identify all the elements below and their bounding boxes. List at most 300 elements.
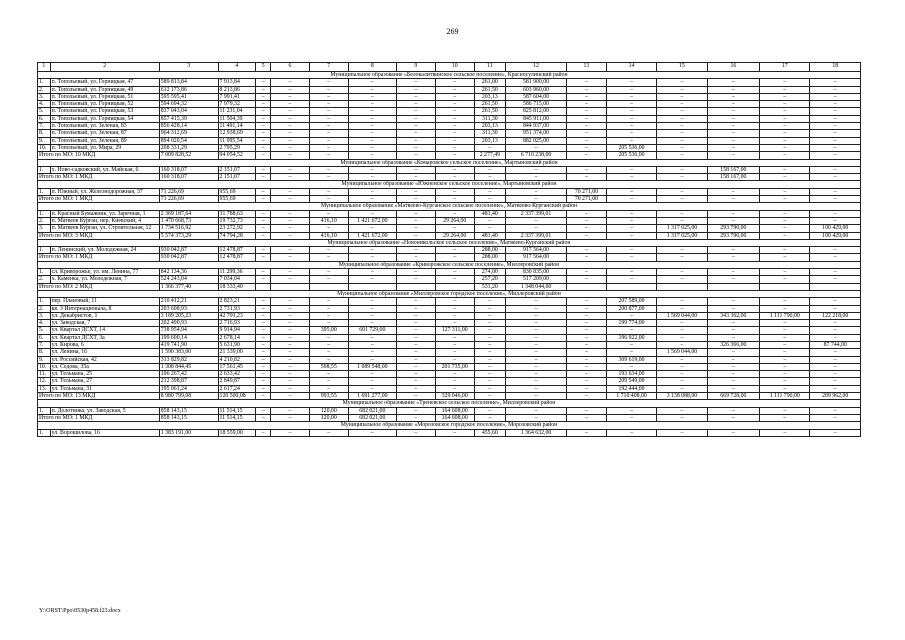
amount-cell: –: [760, 341, 810, 348]
amount-cell: 2 849,87: [218, 378, 256, 385]
building-row: [38, 276, 861, 283]
row-index: 3.: [38, 225, 51, 232]
amount-cell: –: [435, 225, 474, 232]
amount-cell: –: [435, 312, 474, 319]
amount-cell: 120,00: [309, 407, 348, 414]
total-amount: 2 151,07: [218, 174, 256, 181]
row-index: 4.: [38, 320, 51, 327]
amount-cell: –: [271, 407, 310, 414]
amount-cell: –: [435, 137, 474, 144]
row-index: 1.: [38, 210, 51, 217]
amount-cell: –: [474, 166, 505, 173]
total-amount: 288,00: [474, 254, 505, 261]
amount-cell: –: [506, 363, 567, 370]
amount-cell: –: [657, 356, 707, 363]
amount-cell: 261,50: [474, 101, 505, 108]
amount-cell: –: [566, 123, 606, 130]
total-amount: –: [707, 152, 759, 159]
amount-cell: 964 312,69: [159, 130, 218, 137]
amount-cell: –: [474, 305, 505, 312]
total-amount: 205 536,00: [606, 152, 656, 159]
total-amount: –: [474, 174, 505, 181]
total-amount: 1 348 044,00: [506, 283, 567, 290]
amount-cell: –: [760, 305, 810, 312]
amount-cell: 395,00: [309, 327, 348, 334]
row-index: 1.: [38, 166, 51, 173]
amount-cell: –: [256, 276, 271, 283]
amount-cell: –: [348, 101, 396, 108]
total-amount: –: [435, 196, 474, 203]
total-amount: 1 317 025,00: [657, 232, 707, 239]
amount-cell: –: [506, 385, 567, 392]
amount-cell: 210 412,21: [159, 298, 218, 305]
amount-cell: 42 791,23: [218, 312, 256, 319]
municipality-total-row: [38, 393, 861, 400]
building-address: п. Южный, ул. Железнодорожная, 37: [50, 188, 159, 195]
total-amount: –: [760, 254, 810, 261]
amount-cell: 313 829,82: [159, 356, 218, 363]
total-amount: –: [657, 174, 707, 181]
amount-cell: –: [309, 298, 348, 305]
amount-cell: –: [348, 298, 396, 305]
amount-cell: –: [474, 371, 505, 378]
amount-cell: –: [566, 137, 606, 144]
amount-cell: 517 209,00: [506, 276, 567, 283]
amount-cell: –: [566, 327, 606, 334]
amount-cell: –: [606, 327, 656, 334]
amount-cell: 2 716,93: [218, 320, 256, 327]
amount-cell: –: [657, 210, 707, 217]
amount-cell: 11 231,04: [218, 108, 256, 115]
amount-cell: –: [566, 144, 606, 151]
amount-cell: –: [396, 93, 435, 100]
amount-cell: –: [760, 188, 810, 195]
amount-cell: –: [271, 188, 310, 195]
building-address: п. Топольевый, ул. Горницкая, 49: [50, 86, 159, 93]
amount-cell: –: [271, 356, 310, 363]
amount-cell: –: [348, 378, 396, 385]
amount-cell: –: [566, 305, 606, 312]
amount-cell: –: [810, 276, 861, 283]
column-number: 2: [50, 63, 159, 72]
amount-cell: 127 311,00: [435, 327, 474, 334]
amount-cell: –: [435, 210, 474, 217]
amount-cell: –: [396, 276, 435, 283]
column-number-row: [38, 63, 861, 72]
amount-cell: 11 299,36: [218, 269, 256, 276]
amount-cell: –: [474, 225, 505, 232]
total-amount: –: [606, 232, 656, 239]
amount-cell: –: [474, 320, 505, 327]
amount-cell: 1 569 044,00: [657, 349, 707, 356]
total-amount: –: [256, 152, 271, 159]
building-address: п. Топольевый, ул. Зеленая, 87: [50, 130, 159, 137]
amount-cell: –: [657, 363, 707, 370]
total-amount: –: [256, 254, 271, 261]
amount-cell: –: [435, 276, 474, 283]
building-address: п. Матвеев Курган, ул. Строительная, 12: [50, 225, 159, 232]
amount-cell: –: [657, 276, 707, 283]
amount-cell: –: [435, 429, 474, 436]
amount-cell: 882 025,00: [506, 137, 567, 144]
amount-cell: 1 089 548,00: [348, 363, 396, 370]
total-amount: [606, 283, 656, 290]
building-address: п. Ленинский, ул. Молодежная, 24: [50, 247, 159, 254]
amount-cell: –: [606, 247, 656, 254]
amount-cell: 343 362,00: [707, 312, 759, 319]
amount-cell: 587 604,00: [506, 93, 567, 100]
amount-cell: –: [606, 123, 656, 130]
amount-cell: –: [309, 341, 348, 348]
row-index: 1.: [38, 407, 51, 414]
row-index: 2.: [38, 305, 51, 312]
amount-cell: –: [566, 356, 606, 363]
building-row: [38, 123, 861, 130]
column-number: 14: [606, 63, 656, 72]
total-label: Итого по МО: 10 МКД: [38, 152, 160, 159]
amount-cell: 196 267,42: [159, 371, 218, 378]
total-amount: –: [348, 196, 396, 203]
total-amount: –: [474, 196, 505, 203]
amount-cell: –: [348, 93, 396, 100]
amount-cell: –: [256, 269, 271, 276]
amount-cell: 4 210,82: [218, 356, 256, 363]
amount-cell: –: [309, 269, 348, 276]
amount-cell: –: [606, 363, 656, 370]
building-row: [38, 210, 861, 217]
amount-cell: –: [256, 327, 271, 334]
total-amount: 74 794,28: [218, 232, 256, 239]
column-number: 7: [309, 63, 348, 72]
total-amount: –: [309, 254, 348, 261]
total-amount: –: [810, 254, 861, 261]
amount-cell: –: [566, 101, 606, 108]
amount-cell: –: [435, 108, 474, 115]
total-amount: –: [256, 414, 271, 421]
total-amount: 11 514,15: [218, 414, 256, 421]
amount-cell: –: [309, 166, 348, 173]
amount-cell: –: [760, 144, 810, 151]
amount-cell: –: [309, 247, 348, 254]
row-index: 12.: [38, 378, 51, 385]
amount-cell: –: [309, 276, 348, 283]
amount-cell: 11 491,14: [218, 123, 256, 130]
amount-cell: –: [810, 93, 861, 100]
amount-cell: 70 271,00: [566, 188, 606, 195]
municipality-total-row: [38, 414, 861, 421]
total-amount: 29 264,00: [435, 232, 474, 239]
total-amount: –: [396, 232, 435, 239]
amount-cell: –: [396, 210, 435, 217]
building-row: [38, 327, 861, 334]
amount-cell: –: [435, 349, 474, 356]
amount-cell: –: [309, 210, 348, 217]
amount-cell: 293 790,00: [707, 225, 759, 232]
amount-cell: –: [657, 108, 707, 115]
amount-cell: –: [506, 341, 567, 348]
row-index: 9.: [38, 137, 51, 144]
amount-cell: –: [506, 144, 567, 151]
municipality-heading: Муниципальное образование «Миллеровское городское поселение», Миллеровский район: [38, 290, 861, 297]
building-row: [38, 385, 861, 392]
amount-cell: –: [396, 225, 435, 232]
total-label: Итого по МО: 1 МКД: [38, 254, 160, 261]
amount-cell: –: [271, 137, 310, 144]
amount-cell: –: [707, 93, 759, 100]
amount-cell: –: [657, 334, 707, 341]
amount-cell: –: [566, 429, 606, 436]
amount-cell: –: [271, 327, 310, 334]
amount-cell: –: [309, 108, 348, 115]
row-index: 2.: [38, 86, 51, 93]
amount-cell: –: [506, 225, 567, 232]
amount-cell: –: [396, 371, 435, 378]
amount-cell: –: [606, 130, 656, 137]
amount-cell: –: [348, 385, 396, 392]
amount-cell: –: [474, 341, 505, 348]
total-amount: 2 337 399,01: [506, 232, 567, 239]
amount-cell: –: [256, 349, 271, 356]
amount-cell: –: [271, 429, 310, 436]
amount-cell: –: [760, 356, 810, 363]
amount-cell: –: [271, 269, 310, 276]
amount-cell: –: [506, 166, 567, 173]
amount-cell: –: [810, 334, 861, 341]
amount-cell: –: [256, 210, 271, 217]
amount-cell: –: [348, 429, 396, 436]
building-address: п. Топольевый, ул. Горницкая, 51: [50, 93, 159, 100]
amount-cell: –: [348, 79, 396, 86]
amount-cell: 23 272,92: [218, 225, 256, 232]
amount-cell: –: [606, 407, 656, 414]
amount-cell: –: [566, 378, 606, 385]
amount-cell: –: [506, 320, 567, 327]
amount-cell: –: [256, 305, 271, 312]
amount-cell: –: [309, 115, 348, 122]
amount-cell: –: [606, 108, 656, 115]
amount-cell: –: [707, 269, 759, 276]
amount-cell: –: [606, 312, 656, 319]
total-amount: –: [256, 393, 271, 400]
amount-cell: –: [760, 320, 810, 327]
amount-cell: 594 694,32: [159, 101, 218, 108]
municipality-total-row: [38, 152, 861, 159]
total-amount: 18 333,40: [218, 283, 256, 290]
amount-cell: –: [474, 312, 505, 319]
amount-cell: –: [566, 217, 606, 224]
municipality-heading: Муниципальное образование «Матвеево-Курганское сельское поселение», Матвеево-Курганский район: [38, 203, 861, 210]
amount-cell: –: [606, 429, 656, 436]
amount-cell: –: [271, 320, 310, 327]
amount-cell: –: [657, 115, 707, 122]
total-amount: –: [657, 254, 707, 261]
amount-cell: 208 331,29: [159, 144, 218, 151]
building-address: сл. Криворожье, ул. им. Ленина, 77: [50, 269, 159, 276]
column-number: 9: [396, 63, 435, 72]
amount-cell: –: [810, 144, 861, 151]
amount-cell: –: [348, 210, 396, 217]
amount-cell: –: [760, 363, 810, 370]
total-amount: [760, 283, 810, 290]
total-amount: 955,69: [218, 196, 256, 203]
amount-cell: –: [810, 429, 861, 436]
amount-cell: –: [474, 407, 505, 414]
amount-cell: –: [435, 247, 474, 254]
total-amount: –: [396, 254, 435, 261]
amount-cell: 261,50: [474, 86, 505, 93]
amount-cell: 7 991,41: [218, 93, 256, 100]
total-amount: –: [348, 152, 396, 159]
amount-cell: 2 151,07: [218, 166, 256, 173]
amount-cell: –: [657, 407, 707, 414]
amount-cell: 2 617,24: [218, 385, 256, 392]
municipality-heading: Муниципальное образование «Белокалитвинское сельское поселение», Красносулинский район: [38, 72, 861, 79]
amount-cell: –: [474, 144, 505, 151]
amount-cell: –: [760, 130, 810, 137]
amount-cell: –: [309, 86, 348, 93]
amount-cell: –: [309, 144, 348, 151]
row-index: 7.: [38, 123, 51, 130]
amount-cell: –: [506, 188, 567, 195]
total-amount: 1 111 790,00: [760, 393, 810, 400]
total-amount: –: [810, 414, 861, 421]
building-row: [38, 86, 861, 93]
total-amount: 70 271,00: [566, 196, 606, 203]
amount-cell: –: [606, 79, 656, 86]
amount-cell: –: [810, 371, 861, 378]
column-number: 3: [159, 63, 218, 72]
total-amount: –: [474, 414, 505, 421]
amount-cell: –: [256, 101, 271, 108]
amount-cell: –: [566, 79, 606, 86]
amount-cell: –: [657, 371, 707, 378]
amount-cell: 1 421 672,00: [348, 217, 396, 224]
total-amount: 3 138 088,00: [657, 393, 707, 400]
municipality-heading: Муниципальное образование «Комаровское сельское поселение», Мартыновский район: [38, 159, 861, 166]
amount-cell: –: [271, 115, 310, 122]
amount-cell: –: [396, 108, 435, 115]
amount-cell: –: [707, 349, 759, 356]
building-address: х. Ново-садковский, ул. Майская, 6: [50, 166, 159, 173]
total-amount: –: [348, 174, 396, 181]
amount-cell: –: [435, 269, 474, 276]
amount-cell: 1 364 632,00: [506, 429, 567, 436]
amount-cell: –: [474, 385, 505, 392]
amount-cell: –: [309, 334, 348, 341]
amount-cell: –: [707, 217, 759, 224]
building-row: [38, 269, 861, 276]
amount-cell: –: [606, 188, 656, 195]
row-index: 1.: [38, 298, 51, 305]
building-address: ул. Тельмана, 31: [50, 385, 159, 392]
amount-cell: 857 415,39: [159, 115, 218, 122]
amount-cell: –: [707, 363, 759, 370]
building-address: ул. Заводская, 7: [50, 320, 159, 327]
total-amount: –: [566, 393, 606, 400]
total-label: Итого по МО: 13 МКД: [38, 393, 160, 400]
total-amount: [309, 283, 348, 290]
municipality-heading: Муниципальное образование «Новоникольское сельское поселение», Матвеево-Курганский район: [38, 239, 861, 246]
amount-cell: –: [760, 137, 810, 144]
amount-cell: –: [348, 312, 396, 319]
total-amount: –: [271, 174, 310, 181]
building-address: п. Матвеев Курган, пер. Киевский, 4: [50, 217, 159, 224]
total-amount: 917 564,00: [506, 254, 567, 261]
total-amount: –: [707, 414, 759, 421]
total-amount: –: [707, 254, 759, 261]
amount-cell: –: [256, 79, 271, 86]
amount-cell: –: [256, 247, 271, 254]
amount-cell: –: [396, 312, 435, 319]
amount-cell: –: [810, 320, 861, 327]
amount-cell: –: [309, 349, 348, 356]
total-amount: 100 429,00: [810, 232, 861, 239]
amount-cell: –: [396, 217, 435, 224]
amount-cell: –: [396, 356, 435, 363]
total-amount: 481,40: [474, 232, 505, 239]
amount-cell: –: [256, 217, 271, 224]
total-amount: 12 478,87: [218, 254, 256, 261]
total-amount: 164 608,00: [435, 414, 474, 421]
amount-cell: 2 678,14: [218, 334, 256, 341]
municipality-total-row: [38, 283, 861, 290]
total-amount: 1 366 377,40: [159, 283, 218, 290]
amount-cell: –: [309, 79, 348, 86]
amount-cell: –: [810, 137, 861, 144]
amount-cell: –: [256, 108, 271, 115]
amount-cell: –: [707, 130, 759, 137]
amount-cell: 2 731,93: [218, 305, 256, 312]
amount-cell: –: [566, 407, 606, 414]
amount-cell: –: [271, 298, 310, 305]
total-label: Итого по МО: 1 МКД: [38, 174, 160, 181]
amount-cell: 955,69: [218, 188, 256, 195]
total-amount: 94 054,52: [218, 152, 256, 159]
amount-cell: –: [348, 225, 396, 232]
amount-cell: –: [435, 86, 474, 93]
amount-cell: –: [348, 320, 396, 327]
building-row: [38, 349, 861, 356]
row-index: 2.: [38, 217, 51, 224]
total-amount: –: [396, 152, 435, 159]
row-index: 10.: [38, 144, 51, 151]
amount-cell: 524 243,04: [159, 276, 218, 283]
row-index: 8.: [38, 130, 51, 137]
row-index: 2.: [38, 276, 51, 283]
amount-cell: –: [810, 305, 861, 312]
building-address: ул. Ленина, 16: [50, 349, 159, 356]
amount-cell: –: [506, 305, 567, 312]
building-row: [38, 166, 861, 173]
total-amount: –: [506, 196, 567, 203]
amount-cell: –: [566, 276, 606, 283]
building-row: [38, 108, 861, 115]
amount-cell: –: [606, 137, 656, 144]
column-number: 17: [760, 63, 810, 72]
amount-cell: 288,00: [474, 247, 505, 254]
amount-cell: –: [810, 130, 861, 137]
amount-cell: –: [707, 385, 759, 392]
municipality-total-row: [38, 254, 861, 261]
total-amount: 682 021,00: [348, 414, 396, 421]
total-amount: –: [760, 414, 810, 421]
municipality-heading-row: [38, 203, 861, 210]
amount-cell: 5 631,90: [218, 341, 256, 348]
amount-cell: 2 337 399,01: [506, 210, 567, 217]
amount-cell: –: [309, 101, 348, 108]
amount-cell: 29 264,00: [435, 217, 474, 224]
amount-cell: –: [810, 298, 861, 305]
